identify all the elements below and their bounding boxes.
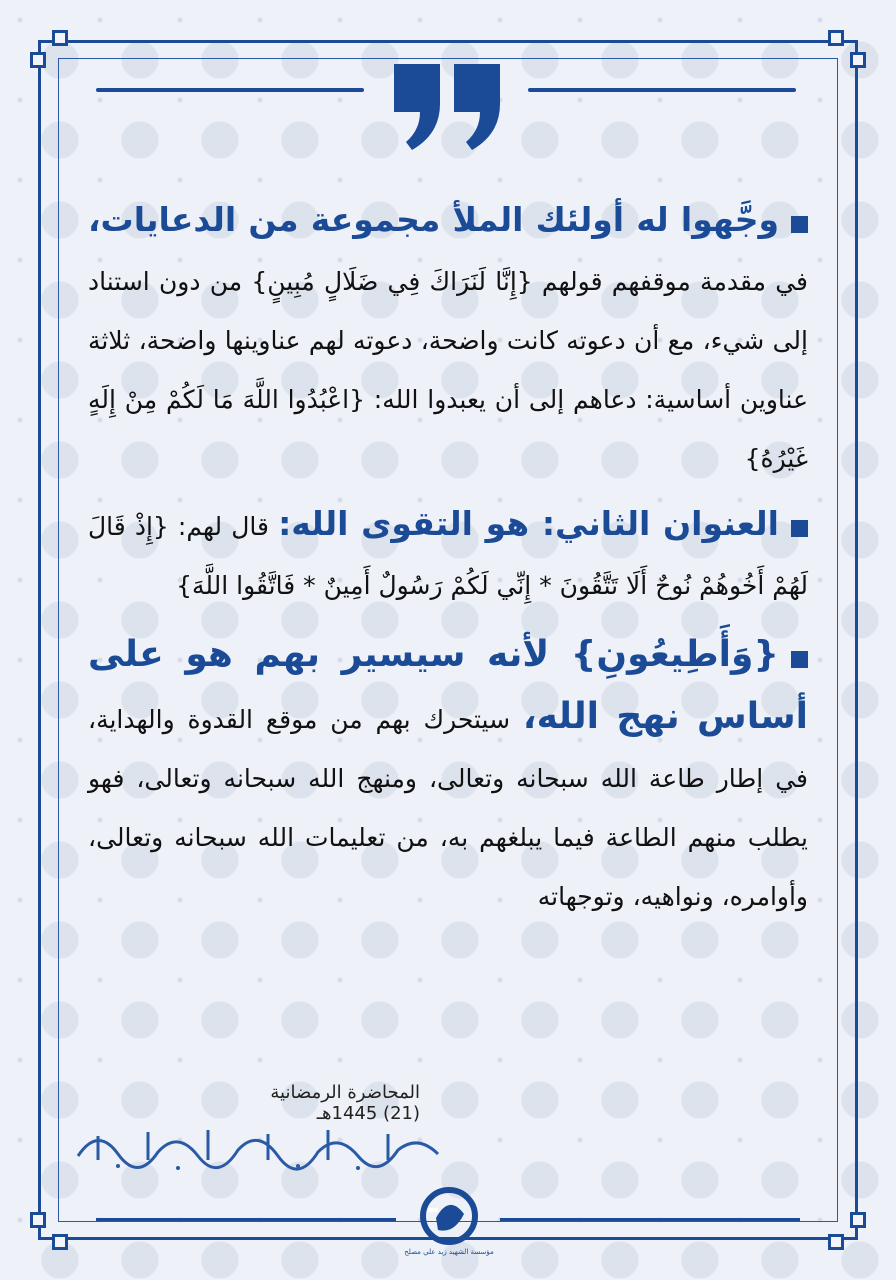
main-text [88,190,808,926]
signature-calligraphy [58,1116,458,1176]
frame-corner-ornament [828,1234,844,1250]
header-divider [528,88,796,92]
logo-caption: مؤسسة الشهيد زيد علي مصلح [404,1248,494,1256]
frame-corner-ornament [850,1212,866,1228]
paragraph-heading: وجَّهوا له أولئك الملأ مجموعة من الدعايات، [88,200,779,239]
square-bullet-icon [791,520,808,537]
square-bullet-icon [791,651,808,668]
foundation-logo-icon [414,1184,484,1258]
frame-corner-ornament [850,52,866,68]
footer-divider [500,1218,800,1221]
footer-divider [96,1218,396,1221]
paragraph-2 [88,494,808,615]
frame-corner-ornament [52,30,68,46]
paragraph-body: سيتحرك بهم من موقع القدوة والهداية، في إطار طاعة الله سبحانه وتعالى، ومنهج الله سبحانه وتعالى، فهو يطلب منهم الطاعة فيما يبلغهم به، من تعليمات الله سبحانه وتعالى، وأوامره، ونواهيه، وتوجهاته [88,705,808,911]
paragraph-1 [88,190,808,488]
frame-corner-ornament [828,30,844,46]
paragraph-3 [88,625,808,926]
quote-mark-icon [388,60,508,152]
source-citation: المحاضرة الرمضانية (21) 1445هـ [270,1082,420,1124]
frame-corner-ornament [52,1234,68,1250]
paragraph-heading: {وَأَطِيعُونِ} لأنه سيسير بهم هو على أساس نهج الله، [88,634,808,737]
paragraph-body: قال لهم: {إِذْ قَالَ لَهُمْ أَخُوهُمْ نُوحٌ أَلَا تَتَّقُونَ * إِنِّي لَكُمْ رَسُولٌ أَمِينٌ * فَاتَّقُوا اللَّهَ} [88,512,808,600]
paragraph-body: في مقدمة موقفهم قولهم {إِنَّا لَنَرَاكَ فِي ضَلَالٍ مُبِينٍ} من دون استناد إلى شيء، مع أن دعوته كانت واضحة، دعوته لهم عناوينها واضحة، ثلاثة عناوين أساسية: دعاهم إلى أن يعبدوا الله: {اعْبُدُوا اللَّهَ مَا لَكُمْ مِنْ إِلَهٍ غَيْرُهُ} [88,267,808,473]
frame-corner-ornament [30,52,46,68]
square-bullet-icon [791,216,808,233]
paragraph-heading: العنوان الثاني: هو التقوى الله: [278,504,779,543]
frame-corner-ornament [30,1212,46,1228]
header-divider [96,88,364,92]
